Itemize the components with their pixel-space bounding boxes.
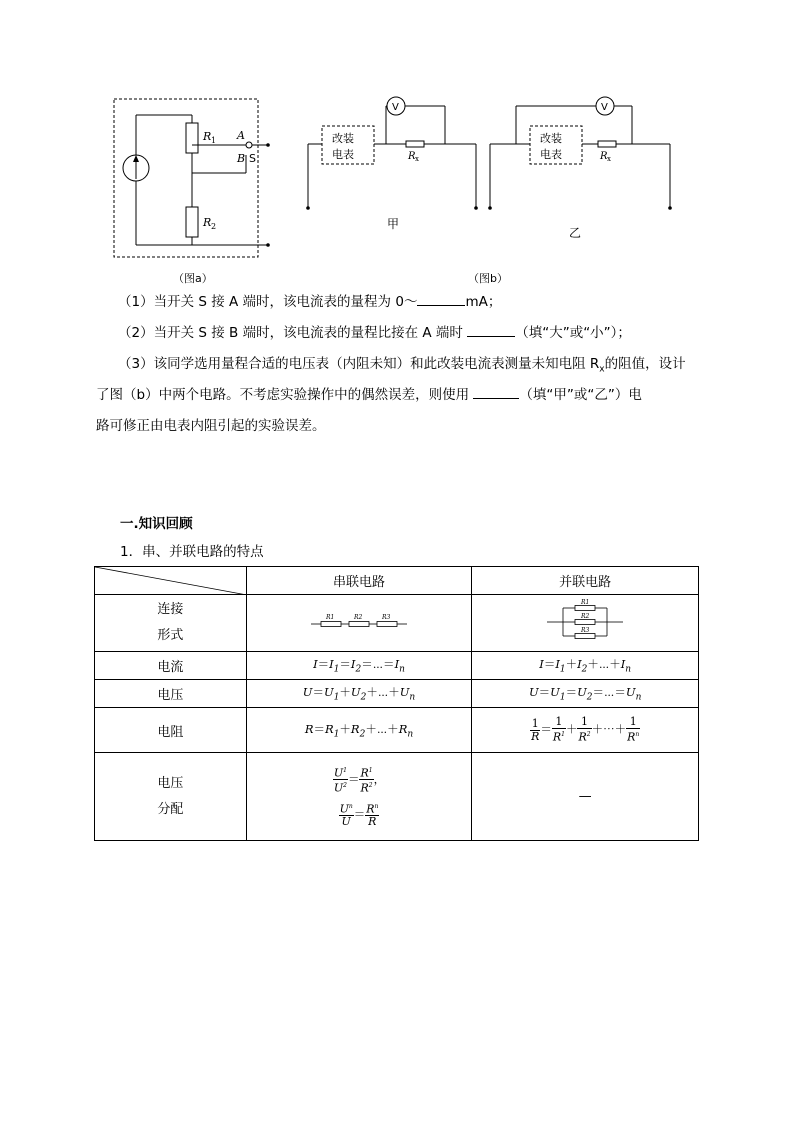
answer-blank-2[interactable] (467, 323, 515, 337)
label-a: A (237, 129, 245, 142)
row-label-voltage-divide: 电压 分配 (95, 753, 247, 841)
parallel-r1-label: R1 (581, 599, 590, 606)
row-label-current: 电流 (95, 652, 247, 680)
figure-b-caption: （图b） (468, 272, 508, 285)
circuit-yi-label: 乙 (569, 226, 582, 240)
parallel-voltage-divide-cell: — (472, 753, 699, 841)
header-series: 串联电路 (246, 567, 472, 595)
voltmeter-icon: V (601, 102, 608, 113)
parallel-r3-label: R3 (581, 627, 590, 634)
label-r2: R (203, 216, 212, 229)
parallel-resistance-formula: $\frac{1}{R}$ ＝ $\frac{1}{R^1}$ ＋ $\frac{1}{R^2}$ ＋⋯＋ $\frac{1}{R^n}$ (472, 708, 699, 753)
circuit-jia-label: 甲 (387, 217, 400, 231)
parallel-connection-diagram (472, 595, 699, 652)
series-r1-label: R1 (326, 614, 335, 621)
series-resistance-formula: $R=R_1+R_2+\cdots+R_n$ (246, 708, 472, 753)
label-r1: R (203, 130, 212, 143)
series-voltage-divide-formula: $\frac{U^1}{U^2}$ ＝ $\frac{R^1}{R^2}$ ， $\frac{U^n}{U}$ ＝ $\frac{R^n}{R}$ (246, 753, 472, 841)
series-voltage-formula: $U=U_1+U_2+\cdots+U_n$ (246, 680, 472, 708)
box-label-line1: 改装 (332, 132, 354, 145)
label-b: B (237, 152, 246, 165)
label-rx-sub: x (607, 155, 611, 163)
answer-blank-1[interactable] (417, 292, 465, 306)
series-r3-label: R3 (382, 614, 391, 621)
figure-b-circuit-yi (482, 92, 682, 242)
figure-a-circuit (110, 95, 275, 265)
parallel-current-formula: $I=I_1+I_2+\cdots+I_n$ (472, 652, 699, 680)
series-r2-label: R2 (354, 614, 363, 621)
label-rx: R (408, 151, 416, 162)
question-3-line-2: 了图（b）中两个电路。不考虑实验操作中的偶然误差，则使用 （填“甲”或“乙”）电 (96, 387, 642, 403)
section-subtitle: 1．串、并联电路的特点 (120, 544, 264, 560)
header-parallel: 并联电路 (472, 567, 699, 595)
label-r2-sub: 2 (211, 222, 217, 231)
row-label-connect: 连接 形式 (95, 595, 247, 652)
figure-b-circuit-jia (300, 92, 485, 242)
label-rx: R (600, 151, 608, 162)
circuit-characteristics-table (94, 566, 699, 841)
table-corner-cell (95, 567, 247, 595)
figure-a-caption: （图a） (173, 272, 213, 285)
box-label-line1: 改装 (540, 132, 562, 145)
label-rx-sub: x (415, 155, 419, 163)
section-title: 一.知识回顾 (120, 516, 193, 532)
question-3-line-1: （3）该同学选用量程合适的电压表（内阻未知）和此改装电流表测量未知电阻 $R_x$的阻值，设计 (118, 356, 686, 375)
box-label-line2: 电表 (332, 148, 354, 161)
series-connection-diagram (246, 595, 472, 652)
label-r1-sub: 1 (211, 136, 217, 145)
row-label-resistance: 电阻 (95, 708, 247, 753)
voltmeter-icon: V (392, 102, 399, 113)
label-s: S (249, 152, 256, 165)
question-2: （2）当开关 S 接 B 端时，该电流表的量程比接在 A 端时 （填“大”或“小”）； (118, 325, 631, 341)
question-1: （1）当开关 S 接 A 端时，该电流表的量程为 0～ mA； (118, 294, 502, 310)
parallel-voltage-formula: $U=U_1=U_2=\cdots=U_n$ (472, 680, 699, 708)
row-label-voltage: 电压 (95, 680, 247, 708)
parallel-r2-label: R2 (581, 613, 590, 620)
box-label-line2: 电表 (540, 148, 562, 161)
series-current-formula: $I=I_1=I_2=\cdots=I_n$ (246, 652, 472, 680)
question-3-line-3: 路可修正由电表内阻引起的实验误差。 (96, 418, 326, 434)
answer-blank-3[interactable] (473, 385, 519, 399)
